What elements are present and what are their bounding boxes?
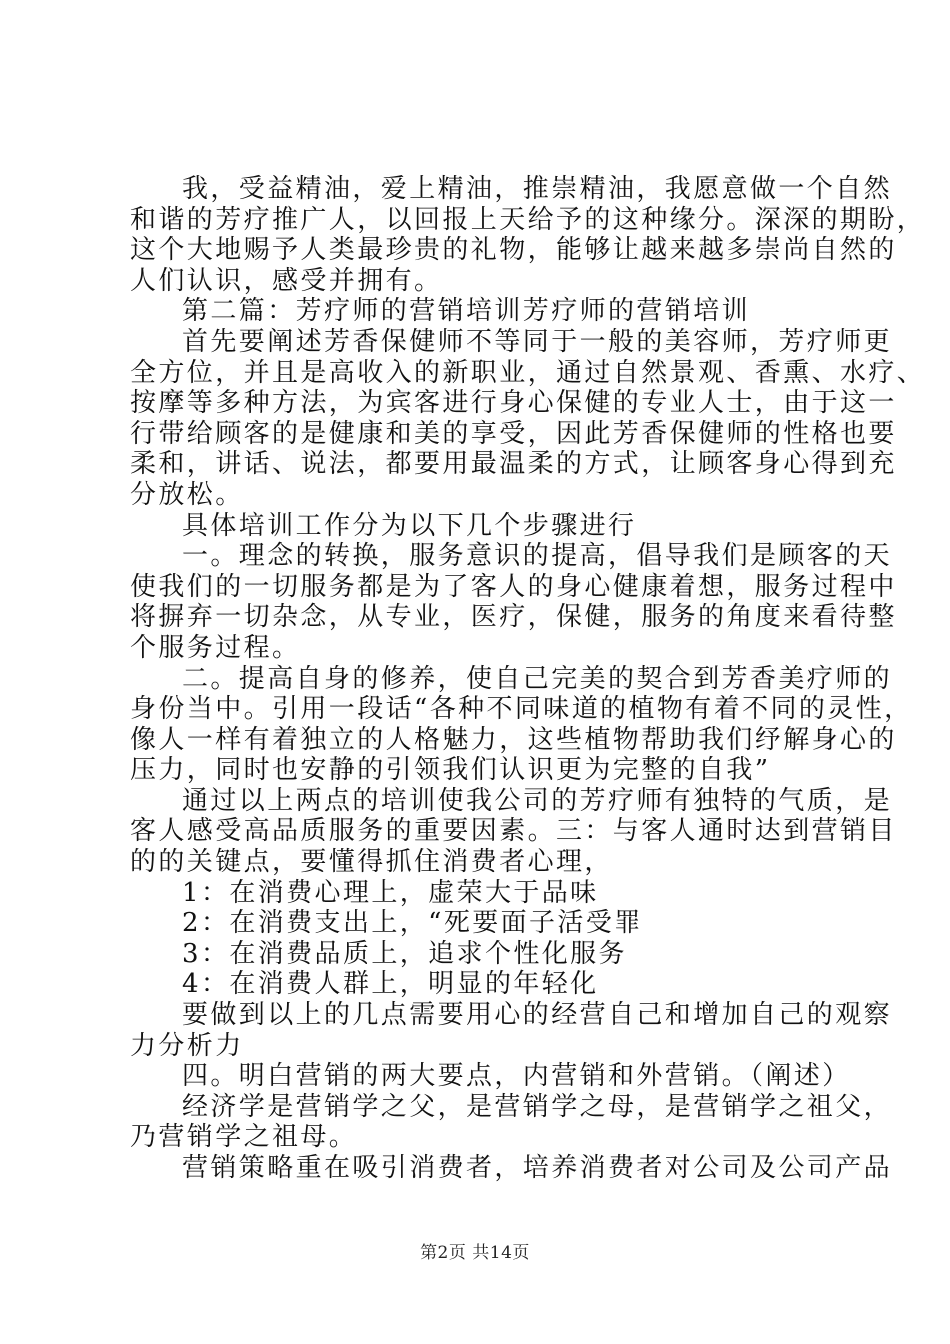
text-line: 3：在消费品质上，追求个性化服务: [182, 938, 627, 969]
page-footer: 第2页 共14页: [420, 1243, 530, 1263]
text-line: 按摩等多种方法，为宾客进行身心保健的专业人士，由于这一: [130, 388, 897, 419]
text-line: 个服务过程。: [130, 632, 301, 663]
text-line: 使我们的一切服务都是为了客人的身心健康着想，服务过程中: [130, 571, 897, 602]
text-line: 首先要阐述芳香保健师不等同于一般的美容师，芳疗师更: [182, 326, 893, 357]
text-line: 客人感受高品质服务的重要因素。三：与客人通时达到营销目: [130, 816, 897, 847]
text-line: 和谐的芳疗推广人，以回报上天给予的这种缘分。深深的期盼，: [130, 204, 926, 235]
text-line: 全方位，并且是高收入的新职业，通过自然景观、香熏、水疗、: [130, 357, 926, 388]
text-line: 4：在消费人群上，明显的年轻化: [182, 969, 599, 1000]
text-line: 一。理念的转换，服务意识的提高，倡导我们是顾客的天: [182, 541, 893, 572]
text-line: 柔和，讲话、说法，都要用最温柔的方式，让顾客身心得到充: [130, 449, 897, 480]
text-line: 像人一样有着独立的人格魅力，这些植物帮助我们纾解身心的: [130, 724, 897, 755]
text-line: 我，受益精油，爱上精油，推崇精油，我愿意做一个自然: [182, 174, 893, 204]
text-line: 的的关键点，要懂得抓住消费者心理，: [130, 847, 613, 878]
text-line: 行带给顾客的是健康和美的享受，因此芳香保健师的性格也要: [130, 418, 897, 449]
text-line: 这个大地赐予人类最珍贵的礼物，能够让越来越多崇尚自然的: [130, 235, 897, 266]
text-line: 压力，同时也安静的引领我们认识更为完整的自我”: [130, 755, 771, 786]
text-line: 分放松。: [130, 479, 244, 510]
text-line: 经济学是营销学之父，是营销学之母，是营销学之祖父，: [182, 1091, 893, 1122]
text-line: 2：在消费支出上，“死要面子活受罪: [182, 908, 643, 939]
text-line: 身份当中。引用一段话“各种不同味道的植物有着不同的灵性，: [130, 694, 913, 725]
text-line: 第二篇：芳疗师的营销培训芳疗师的营销培训: [182, 296, 751, 327]
text-line: 1：在消费心理上，虚荣大于品味: [182, 877, 599, 908]
text-line: 乃营销学之祖母。: [130, 1122, 358, 1153]
text-line: 四。明白营销的两大要点，内营销和外营销。（阐述）: [182, 1061, 851, 1092]
text-line: 通过以上两点的培训使我公司的芳疗师有独特的气质，是: [182, 785, 893, 816]
text-line: 具体培训工作分为以下几个步骤进行: [182, 510, 637, 541]
text-line: 力分析力: [130, 1030, 244, 1061]
text-line: 要做到以上的几点需要用心的经营自己和增加自己的观察: [182, 1000, 893, 1031]
body-text: [130, 174, 926, 1184]
text-line: 二。提高自身的修养，使自己完美的契合到芳香美疗师的: [182, 663, 893, 694]
text-line: 将摒弃一切杂念，从专业，医疗，保健，服务的角度来看待整: [130, 602, 897, 633]
text-line: 人们认识，感受并拥有。: [130, 265, 443, 296]
text-line: 营销策略重在吸引消费者，培养消费者对公司及公司产品: [182, 1153, 893, 1183]
